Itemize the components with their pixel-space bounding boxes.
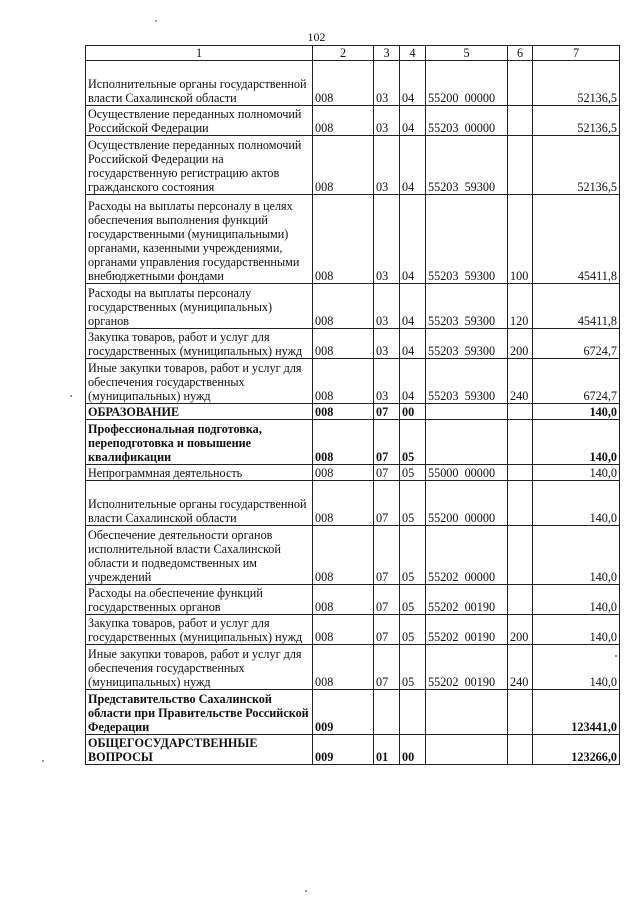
row-section: 03 [374,329,400,359]
row-code: 008 [313,645,374,690]
row-section: 01 [374,735,400,765]
row-amount: 6724,7 [533,359,620,404]
row-amount: 52136,5 [533,106,620,136]
row-amount: 140,0 [533,585,620,615]
row-subsection: 04 [400,284,426,329]
row-target-article: 55200 00000 [426,481,508,526]
row-subsection: 00 [400,404,426,420]
row-code: 008 [313,359,374,404]
row-subsection [400,690,426,735]
table-row [86,526,620,585]
row-code: 008 [313,404,374,420]
row-target-article: 55203 59300 [426,329,508,359]
row-subsection: 00 [400,735,426,765]
row-expense-type: 240 [508,359,533,404]
row-section: 07 [374,585,400,615]
row-code: 008 [313,136,374,195]
row-name: Осуществление переданных полномочий Российской Федерации [86,106,313,136]
page-number: 102 [307,30,326,44]
row-section: 07 [374,420,400,465]
row-subsection: 05 [400,420,426,465]
table-row [86,61,620,106]
header-col-5: 5 [426,46,508,61]
row-code: 008 [313,465,374,481]
row-name: Закупка товаров, работ и услуг для государственных (муниципальных) нужд [86,615,313,645]
row-expense-type: 120 [508,284,533,329]
row-name: ОБРАЗОВАНИЕ [86,404,313,420]
row-subsection: 05 [400,465,426,481]
header-col-2: 2 [313,46,374,61]
row-name: Иные закупки товаров, работ и услуг для обеспечения государственных (муниципальных) нужд [86,645,313,690]
row-section: 03 [374,106,400,136]
table-header-row [86,46,620,61]
row-name: Расходы на выплаты персоналу государственных (муниципальных) органов [86,284,313,329]
table-row [86,690,620,735]
row-subsection: 05 [400,481,426,526]
row-expense-type [508,420,533,465]
row-expense-type [508,735,533,765]
row-code: 008 [313,420,374,465]
row-subsection: 05 [400,615,426,645]
table-row [86,615,620,645]
row-code: 008 [313,526,374,585]
scan-speck [615,655,617,657]
row-subsection: 04 [400,61,426,106]
table-row [86,585,620,615]
row-target-article: 55203 59300 [426,195,508,284]
row-code: 008 [313,481,374,526]
row-expense-type: 100 [508,195,533,284]
row-target-article: 55202 00190 [426,615,508,645]
row-name: Профессиональная подготовка, переподготовка и повышение квалификации [86,420,313,465]
row-target-article [426,735,508,765]
row-amount: 140,0 [533,465,620,481]
row-subsection: 05 [400,585,426,615]
row-amount: 140,0 [533,526,620,585]
row-amount: 52136,5 [533,136,620,195]
table-row [86,106,620,136]
row-subsection: 04 [400,136,426,195]
row-target-article: 55203 59300 [426,284,508,329]
row-target-article: 55000 00000 [426,465,508,481]
row-target-article [426,690,508,735]
row-section: 07 [374,526,400,585]
row-expense-type [508,481,533,526]
row-section: 03 [374,61,400,106]
row-amount: 123266,0 [533,735,620,765]
row-amount: 140,0 [533,420,620,465]
row-code: 009 [313,735,374,765]
row-section: 07 [374,645,400,690]
row-target-article: 55203 59300 [426,136,508,195]
row-name: Расходы на выплаты персоналу в целях обеспечения выполнения функций государственными (муниципальными) органами, казенными учреждениями, органами управления государственными внебюджетными фондами [86,195,313,284]
row-subsection: 04 [400,195,426,284]
row-section: 07 [374,615,400,645]
row-name: ОБЩЕГОСУДАРСТВЕННЫЕ ВОПРОСЫ [86,735,313,765]
row-code: 009 [313,690,374,735]
budget-table [85,45,620,765]
header-col-4: 4 [400,46,426,61]
row-subsection: 04 [400,329,426,359]
row-section: 07 [374,481,400,526]
row-code: 008 [313,585,374,615]
row-name: Исполнительные органы государственной власти Сахалинской области [86,481,313,526]
table-row [86,284,620,329]
scan-speck [42,760,44,762]
table-row [86,195,620,284]
row-target-article: 55200 00000 [426,61,508,106]
row-section [374,690,400,735]
row-amount: 6724,7 [533,329,620,359]
row-code: 008 [313,615,374,645]
row-amount: 123441,0 [533,690,620,735]
row-name: Расходы на обеспечение функций государственных органов [86,585,313,615]
row-name: Иные закупки товаров, работ и услуг для обеспечения государственных (муниципальных) нужд [86,359,313,404]
row-target-article [426,404,508,420]
row-target-article: 55203 59300 [426,359,508,404]
table-row [86,481,620,526]
row-amount: 140,0 [533,404,620,420]
row-subsection: 05 [400,526,426,585]
row-code: 008 [313,106,374,136]
row-amount: 45411,8 [533,284,620,329]
row-name: Непрограммная деятельность [86,465,313,481]
scan-speck [70,395,72,397]
row-code: 008 [313,195,374,284]
row-section: 03 [374,359,400,404]
row-target-article: 55202 00190 [426,645,508,690]
row-expense-type [508,61,533,106]
header-col-7: 7 [533,46,620,61]
row-subsection: 04 [400,106,426,136]
table-row [86,465,620,481]
row-expense-type [508,106,533,136]
row-section: 07 [374,465,400,481]
row-expense-type: 200 [508,329,533,359]
row-target-article: 55203 00000 [426,106,508,136]
table-row [86,359,620,404]
row-name: Исполнительные органы государственной власти Сахалинской области [86,61,313,106]
row-amount: 140,0 [533,615,620,645]
row-expense-type: 240 [508,645,533,690]
table-row [86,136,620,195]
row-subsection: 05 [400,645,426,690]
row-amount: 52136,5 [533,61,620,106]
table-row [86,329,620,359]
scan-speck [155,20,157,22]
row-expense-type [508,585,533,615]
row-target-article: 55202 00000 [426,526,508,585]
row-code: 008 [313,61,374,106]
row-expense-type [508,465,533,481]
header-col-1: 1 [86,46,313,61]
row-expense-type: 200 [508,615,533,645]
header-col-6: 6 [508,46,533,61]
row-expense-type [508,690,533,735]
row-amount: 45411,8 [533,195,620,284]
header-col-3: 3 [374,46,400,61]
row-amount: 140,0 [533,645,620,690]
row-name: Закупка товаров, работ и услуг для государственных (муниципальных) нужд [86,329,313,359]
row-code: 008 [313,284,374,329]
row-name: Представительство Сахалинской области при Правительстве Российской Федерации [86,690,313,735]
row-expense-type [508,404,533,420]
table-row [86,735,620,765]
table-row [86,420,620,465]
table-row [86,404,620,420]
table-row [86,645,620,690]
row-target-article [426,420,508,465]
row-expense-type [508,526,533,585]
row-target-article: 55202 00190 [426,585,508,615]
row-expense-type [508,136,533,195]
row-name: Обеспечение деятельности органов исполнительной власти Сахалинской области и подведомственных им учреждений [86,526,313,585]
row-section: 07 [374,404,400,420]
row-subsection: 04 [400,359,426,404]
row-amount: 140,0 [533,481,620,526]
row-name: Осуществление переданных полномочий Российской Федерации на государственную регистрацию актов гражданского состояния [86,136,313,195]
row-section: 03 [374,195,400,284]
scan-speck [305,890,307,892]
row-section: 03 [374,136,400,195]
row-section: 03 [374,284,400,329]
row-code: 008 [313,329,374,359]
